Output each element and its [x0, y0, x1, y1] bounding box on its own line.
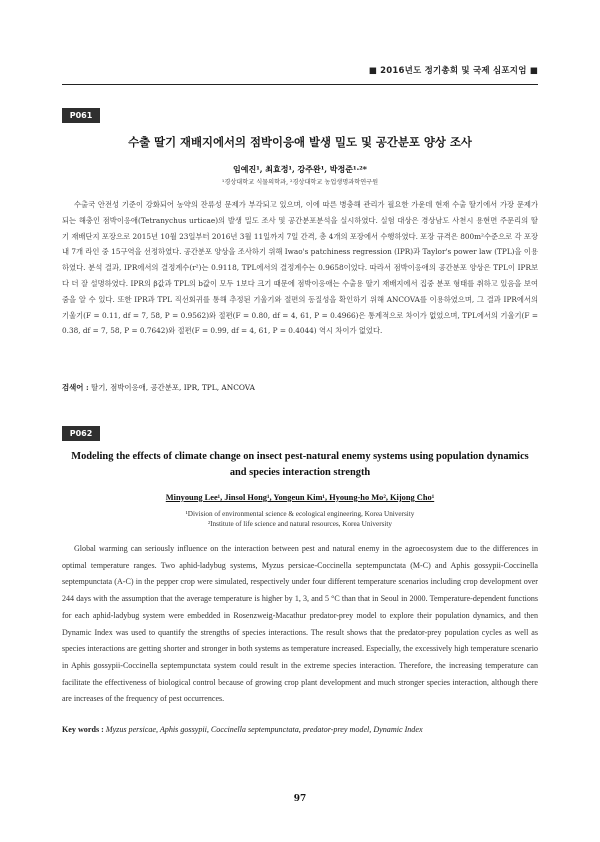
keywords-value: 딸기, 점박이응애, 공간분포, IPR, TPL, ANCOVA: [91, 383, 255, 392]
author-list: Minyoung Lee¹, Jinsol Hong¹, Yongeun Kim¹, Hyoung-ho Mo², Kijong Cho¹: [165, 493, 435, 502]
paper-tag-p061: P061: [62, 108, 100, 123]
page-number: 97: [293, 794, 307, 804]
keywords-label: 검색어 :: [62, 383, 89, 392]
paper-abstract-p061: 수출국 안전성 기준이 강화되어 농약의 잔류성 문제가 부각되고 있으며, 이에 따른 병충해 관리가 필요한 가운데 현재 수출 딸기에서 가장 문제가 되는 해충인 점박이응애(Tetranychus urticae)의 발생 밀도 조사 및 공간분포분석을 실시하였다. 실험 대상은 경상남도 사천시 용현면 주문리의 딸기 재배단지 포장으로 2015년 10월 23일부터 2016년 3월 11일까지 7일 간격, 총 4개의 포장에서 수행하였다. 포장 규격은 800m²수준으로 각 포장 내 7개 라인 중 15구역을 선정하였다. 공간분포 양상을 조사하기 위해 Iwao's patchiness regression (IPR)과 Taylor's power law (TPL)을 이용하였다. 분석 결과, IPR에서의 결정계수(r²)는 0.9118, TPL에서의 결정계수는 0.9658이었다. 따라서 점박이응애의 공간분포 양상은 TPL이 IPR보다 더 잘 설명하였다. IPR의 β값과 TPL의 b값이 모두 1보다 크기 때문에 점박이응애는 수출용 딸기 재배지에서 집중 분포 형태를 취하고 있음을 보여줌을 알 수 있다. 또한 IPR과 TPL 직선회귀를 통해 추정된 기울기와 절편의 동질성을 확인하기 위해 ANCOVA를 이용하였으며, 그 결과 IPR에서의 기울기(F = 0.11, df = 7, 58, P = 0.9562)와 절편(F = 0.80, df = 4, 61, P = 0.4966)은 통계적으로 차이가 없었으며, TPL에서의 기울기(F = 0.38, df = 7, 58, P = 0.7642)와 절편(F = 0.99, df = 4, 61, P = 0.4044) 역시 차이가 없었다.: [62, 200, 538, 336]
paper-abstract-p062: Global warming can seriously influence on the interaction between pest and natural enemy in the agroecosystem due to the differences in optimal temperature ranges. Two aphid-ladybug systems, Myzus persicae-Coccinella septempunctata (M-C) and Aphis gossypii-Coccinella septempunctata (A-C) in the pepper crop were simulated, respectively under four different temperature scenarios including crop development over 244 days with the assumption that the average temperature is higher by 1, 3, and 5 °C than that in Seoul in 2000. Temperature-dependent functions for each aphid-ladybug system were embedded in Rosenzweig-Macathur predator-prey model to explore their population dynamics, and then Dynamic Index was used to quantify the strengths of species interactions. The result shows that the predator-prey population cycles as well as species interactions are getting shorter and stronger in both systems as temperature increased. Especially, the excessively high temperature scenario in Aphis gossypii-Coccinella septempunctata system could result in the extreme species interaction. Therefore, the increasing temperature can facilitate the effectiveness of biological control because of growing crop plant development and much stronger species interaction, although there are increases of the frequency of pest occurrences.: [62, 544, 538, 704]
running-header: ■ 2016년도 정기총회 및 국제 심포지엄 ■: [368, 66, 538, 76]
header-rule: [62, 84, 538, 85]
paper-authors-p062: [62, 493, 538, 502]
paper-affiliations-p061: ¹경상대학교 식물의학과, ²경상대학교 농업생명과학연구원: [221, 179, 379, 186]
keywords-value: Myzus persicae, Aphis gossypii, Coccinella septempunctata, predator-prey model, Dynamic Index: [105, 725, 423, 734]
paper-authors-p061: 임예진¹, 최효정¹, 강주완¹, 박정준¹·²*: [233, 164, 367, 174]
paper-title-p061: 수출 딸기 재배지에서의 점박이응애 발생 밀도 및 공간분포 양상 조사: [128, 135, 472, 149]
paper-keywords-p062: [62, 725, 538, 734]
paper-affiliation-1-p062: ¹Division of environmental science & ecological engineering, Korea University: [185, 510, 415, 518]
paper-affiliation-2-p062: ²Institute of life science and natural resources, Korea University: [208, 520, 392, 528]
paper-keywords-p061: [62, 382, 538, 393]
paper-title-p062: Modeling the effects of climate change on insect pest-natural enemy systems using population dynamics and species interaction strength: [71, 451, 529, 478]
keywords-label: Key words :: [62, 725, 104, 734]
paper-tag-p062: P062: [62, 426, 100, 441]
